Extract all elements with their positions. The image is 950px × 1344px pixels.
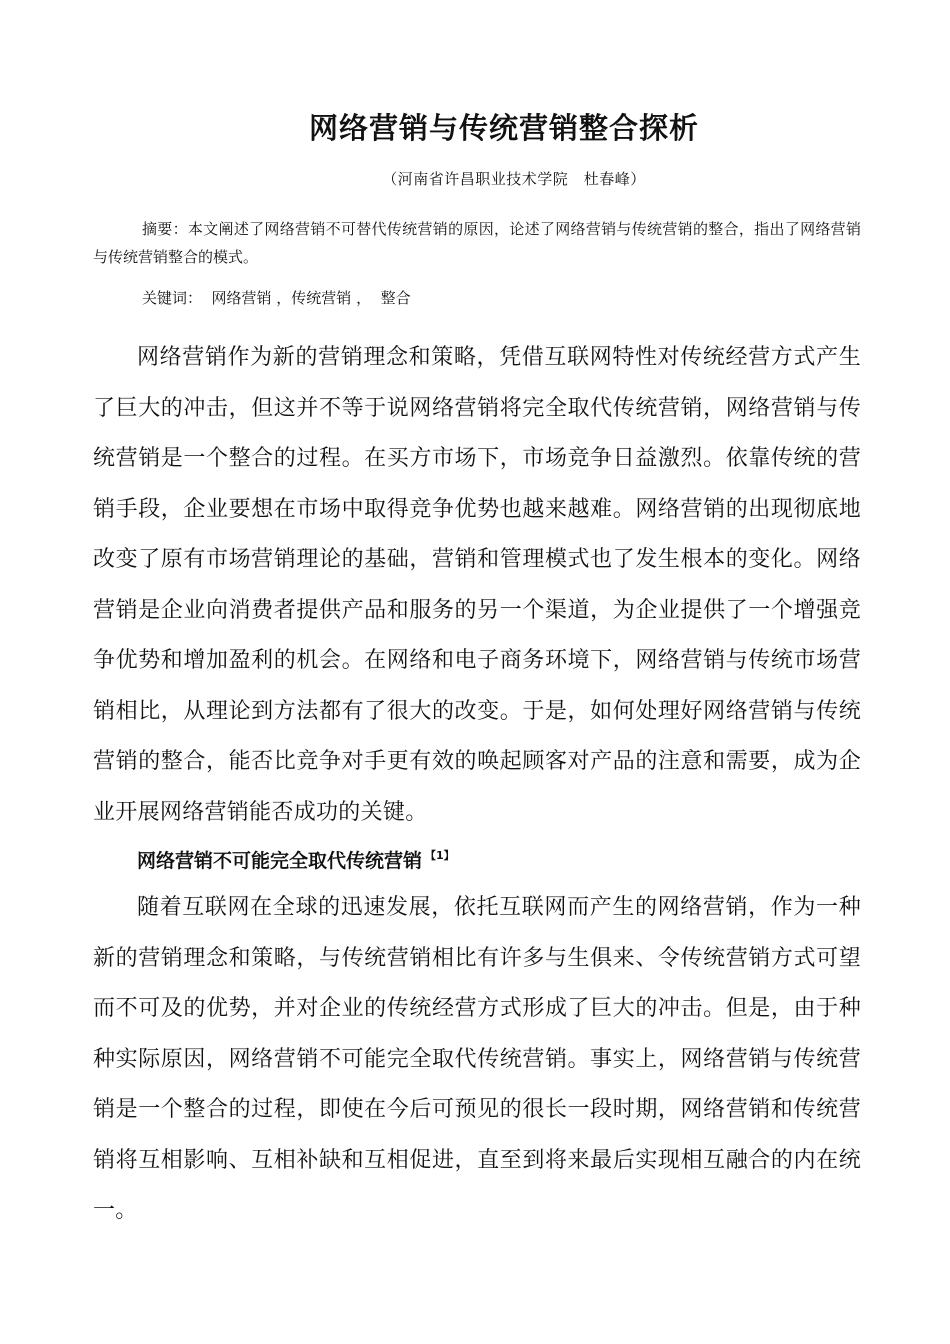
abstract-text: 摘要：本文阐述了网络营销不可替代传统营销的原因，论述了网络营销与传统营销的整合，指出了网络营销与传统营销整合的模式。	[93, 220, 861, 266]
body-paragraph: 网络营销作为新的营销理念和策略，凭借互联网特性对传统经营方式产生了巨大的冲击，但这并不等于说网络营销将完全取代传统营销，网络营销与传统营销是一个整合的过程。在买方市场下，市场竞争日益激烈。依靠传统的营销手段，企业要想在市场中取得竞争优势也越来越难。网络营销的出现彻底地改变了原有市场营销理论的基础，营销和管理模式也了发生根本的变化。网络营销是企业向消费者提供产品和服务的另一个渠道，为企业提供了一个增强竞争优势和增加盈利的机会。在网络和电子商务环境下，网络营销与传统市场营销相比，从理论到方法都有了很大的改变。于是，如何处理好网络营销与传统营销的整合，能否比竞争对手更有效的唤起顾客对产品的注意和需要，成为企业开展网络营销能否成功的关键。	[93, 345, 861, 825]
citation-reference: 【1】	[425, 849, 455, 862]
author-affiliation: （河南省许昌职业技术学院 杜春峰）	[382, 170, 646, 188]
section-heading-text: 网络营销不可能完全取代传统营销	[137, 850, 423, 872]
body-paragraph: 随着互联网在全球的迅速发展，依托互联网而产生的网络营销，作为一种新的营销理念和策略，与传统营销相比有许多与生俱来、令传统营销方式可望而不可及的优势，并对企业的传统经营方式形成了巨大的冲击。但是，由于种种实际原因，网络营销不可能完全取代传统营销。事实上，网络营销与传统营销是一个整合的过程，即使在今后可预见的很长一段时期，网络营销和传统营销将互相影响、互相补缺和互相促进，直至到将来最后实现相互融合的内在统一。	[93, 895, 861, 1223]
keywords-line: 关键词： 网络营销 ，传统营销 ， 整合	[142, 289, 411, 307]
document-title: 网络营销与传统营销整合探析	[308, 111, 699, 145]
section-heading	[137, 838, 455, 879]
